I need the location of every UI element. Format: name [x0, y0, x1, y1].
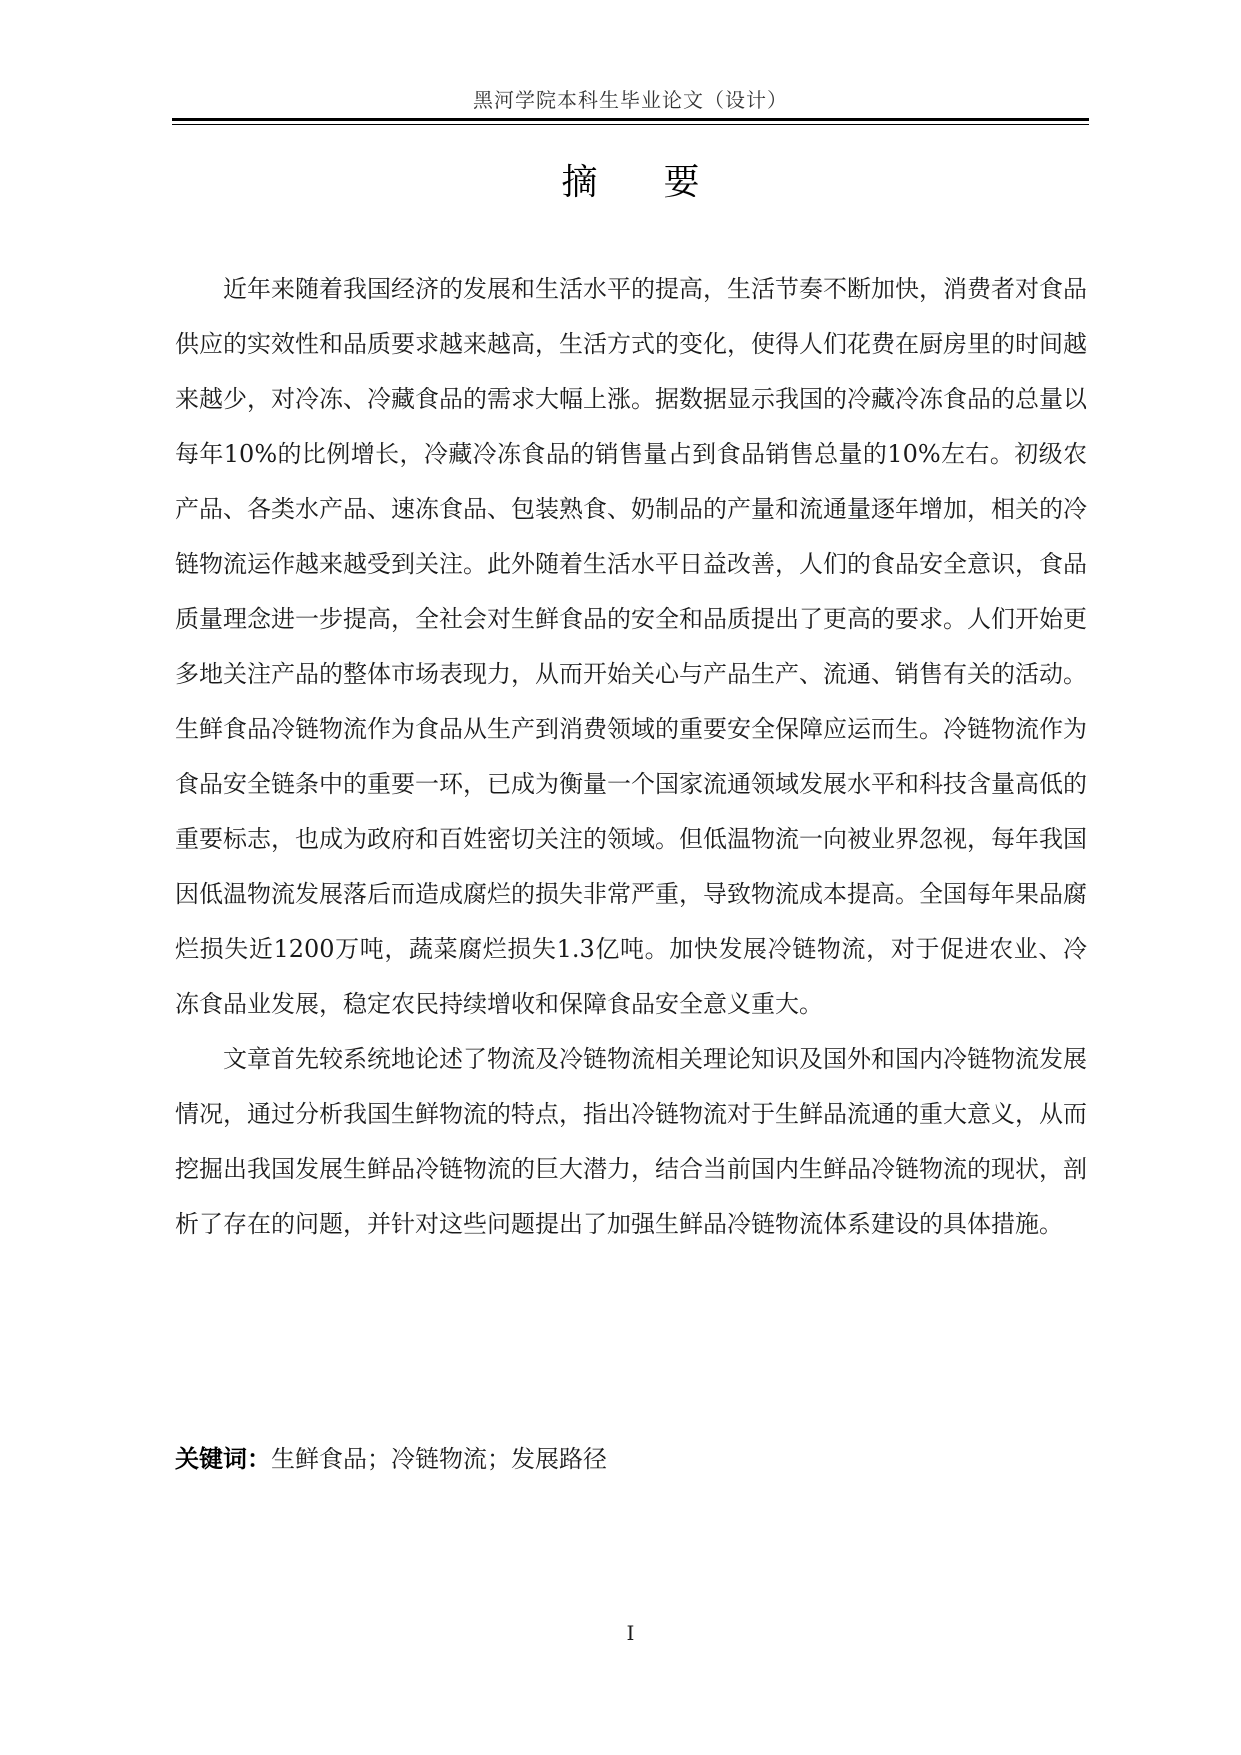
running-header: 黑河学院本科生毕业论文（设计）	[473, 88, 788, 112]
keywords-line	[175, 1432, 1087, 1487]
header-rule-thin	[172, 124, 1089, 125]
keywords-value: 生鲜食品；冷链物流；发展路径	[271, 1445, 607, 1473]
abstract-title-left: 摘	[561, 162, 598, 203]
abstract-paragraph-1: 近年来随着我国经济的发展和生活水平的提高，生活节奏不断加快，消费者对食品供应的实效性和品质要求越来越高，生活方式的变化，使得人们花费在厨房里的时间越来越少，对冷冻、冷藏食品的需求大幅上涨。据数据显示我国的冷藏冷冻食品的总量以每年10%的比例增长，冷藏冷冻食品的销售量占到食品销售总量的10%左右。初级农产品、各类水产品、速冻食品、包装熟食、奶制品的产量和流通量逐年增加，相关的冷链物流运作越来越受到关注。此外随着生活水平日益改善，人们的食品安全意识，食品质量理念进一步提高，全社会对生鲜食品的安全和品质提出了更高的要求。人们开始更多地关注产品的整体市场表现力，从而开始关心与产品生产、流通、销售有关的活动。生鲜食品冷链物流作为食品从生产到消费领域的重要安全保障应运而生。冷链物流作为食品安全链条中的重要一环，已成为衡量一个国家流通领域发展水平和科技含量高低的重要标志，也成为政府和百姓密切关注的领域。但低温物流一向被业界忽视，每年我国因低温物流发展落后而造成腐烂的损失非常严重，导致物流成本提高。全国每年果品腐烂损失近1200万吨，蔬菜腐烂损失1.3亿吨。加快发展冷链物流，对于促进农业、冷冻食品业发展，稳定农民持续增收和保障食品安全意义重大。	[175, 275, 1087, 1018]
keywords-label: 关键词：	[175, 1445, 271, 1473]
page-number: I	[626, 1621, 635, 1645]
header-rule-thick	[172, 118, 1089, 121]
abstract-title	[172, 158, 1089, 208]
abstract-paragraph-2: 文章首先较系统地论述了物流及冷链物流相关理论知识及国外和国内冷链物流发展情况，通过分析我国生鲜物流的特点，指出冷链物流对于生鲜品流通的重大意义，从而挖掘出我国发展生鲜品冷链物流的巨大潜力，结合当前国内生鲜品冷链物流的现状，剖析了存在的问题，并针对这些问题提出了加强生鲜品冷链物流体系建设的具体措施。	[175, 1045, 1087, 1238]
abstract-body	[175, 262, 1087, 1252]
abstract-title-right: 要	[663, 162, 700, 203]
